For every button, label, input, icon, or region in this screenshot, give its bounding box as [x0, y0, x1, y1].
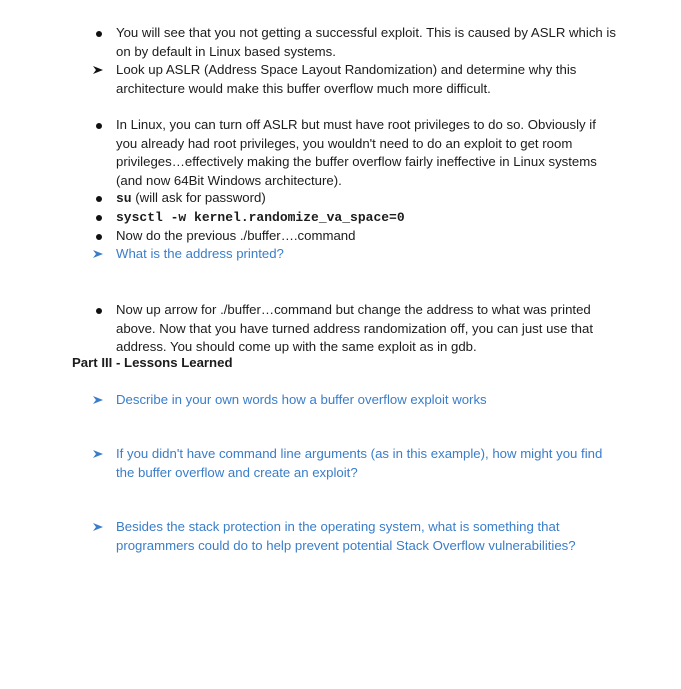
arrow-bullet-icon: [92, 391, 106, 405]
su-command: su: [116, 191, 132, 206]
aslr-note-text: You will see that you not getting a successful exploit. This is caused by ASLR which is on by default in Linux based systems.: [116, 25, 616, 59]
bullet-sysctl: [116, 208, 616, 228]
question-prevent-overflow: [116, 518, 616, 555]
bullet-su: [116, 189, 616, 209]
task-lookup-aslr: [116, 61, 616, 98]
bullet-icon: [92, 227, 106, 246]
no-cli-args-text: If you didn't have command line arguments (as in this example), how might you find the buffer overflow and create an exploit?: [116, 446, 603, 480]
bullet-icon: [92, 189, 106, 208]
arrow-bullet-icon: [92, 245, 106, 259]
describe-exploit-text: Describe in your own words how a buffer overflow exploit works: [116, 392, 487, 407]
up-arrow-text: Now up arrow for ./buffer…command but change the address to what was printed above. Now that you have turned address randomization off, you can just use that address. You should come up with the same exploit as in gdb.: [116, 302, 593, 354]
prevent-overflow-text: Besides the stack protection in the operating system, what is something that programmers could do to help prevent potential Stack Overflow vulnerabilities?: [116, 519, 576, 553]
previous-command-text: Now do the previous ./buffer….command: [116, 228, 356, 243]
arrow-bullet-icon: [92, 518, 106, 532]
bullet-icon: [92, 301, 106, 320]
question-no-cli-args: [116, 445, 616, 482]
question-address-printed: [116, 245, 616, 264]
sysctl-command: sysctl -w kernel.randomize_va_space=0: [116, 210, 405, 225]
question-describe-exploit: [116, 391, 616, 410]
bullet-previous-command: [116, 227, 616, 246]
su-note: (will ask for password): [131, 190, 266, 205]
arrow-bullet-icon: [92, 61, 106, 75]
bullet-icon: [92, 24, 106, 43]
arrow-bullet-icon: [92, 445, 106, 459]
bullet-icon: [92, 116, 106, 135]
bullet-aslr-note: [116, 24, 616, 61]
part3-heading: Part III - Lessons Learned: [72, 355, 233, 370]
address-question-text: What is the address printed?: [116, 246, 284, 261]
turn-off-aslr-text: In Linux, you can turn off ASLR but must have root privileges to do so. Obviously if you already had root privileges, you wouldn't need to do an exploit to get room privileges…effectively making the buffer overflow fairly ineffective in Linux systems (and now 64Bit Windows architecture).: [116, 117, 597, 188]
bullet-icon: [92, 208, 106, 227]
bullet-turn-off-aslr: [116, 116, 616, 190]
bullet-up-arrow: [116, 301, 616, 357]
lookup-aslr-text: Look up ASLR (Address Space Layout Randomization) and determine why this architecture would make this buffer overflow much more difficult.: [116, 62, 577, 96]
